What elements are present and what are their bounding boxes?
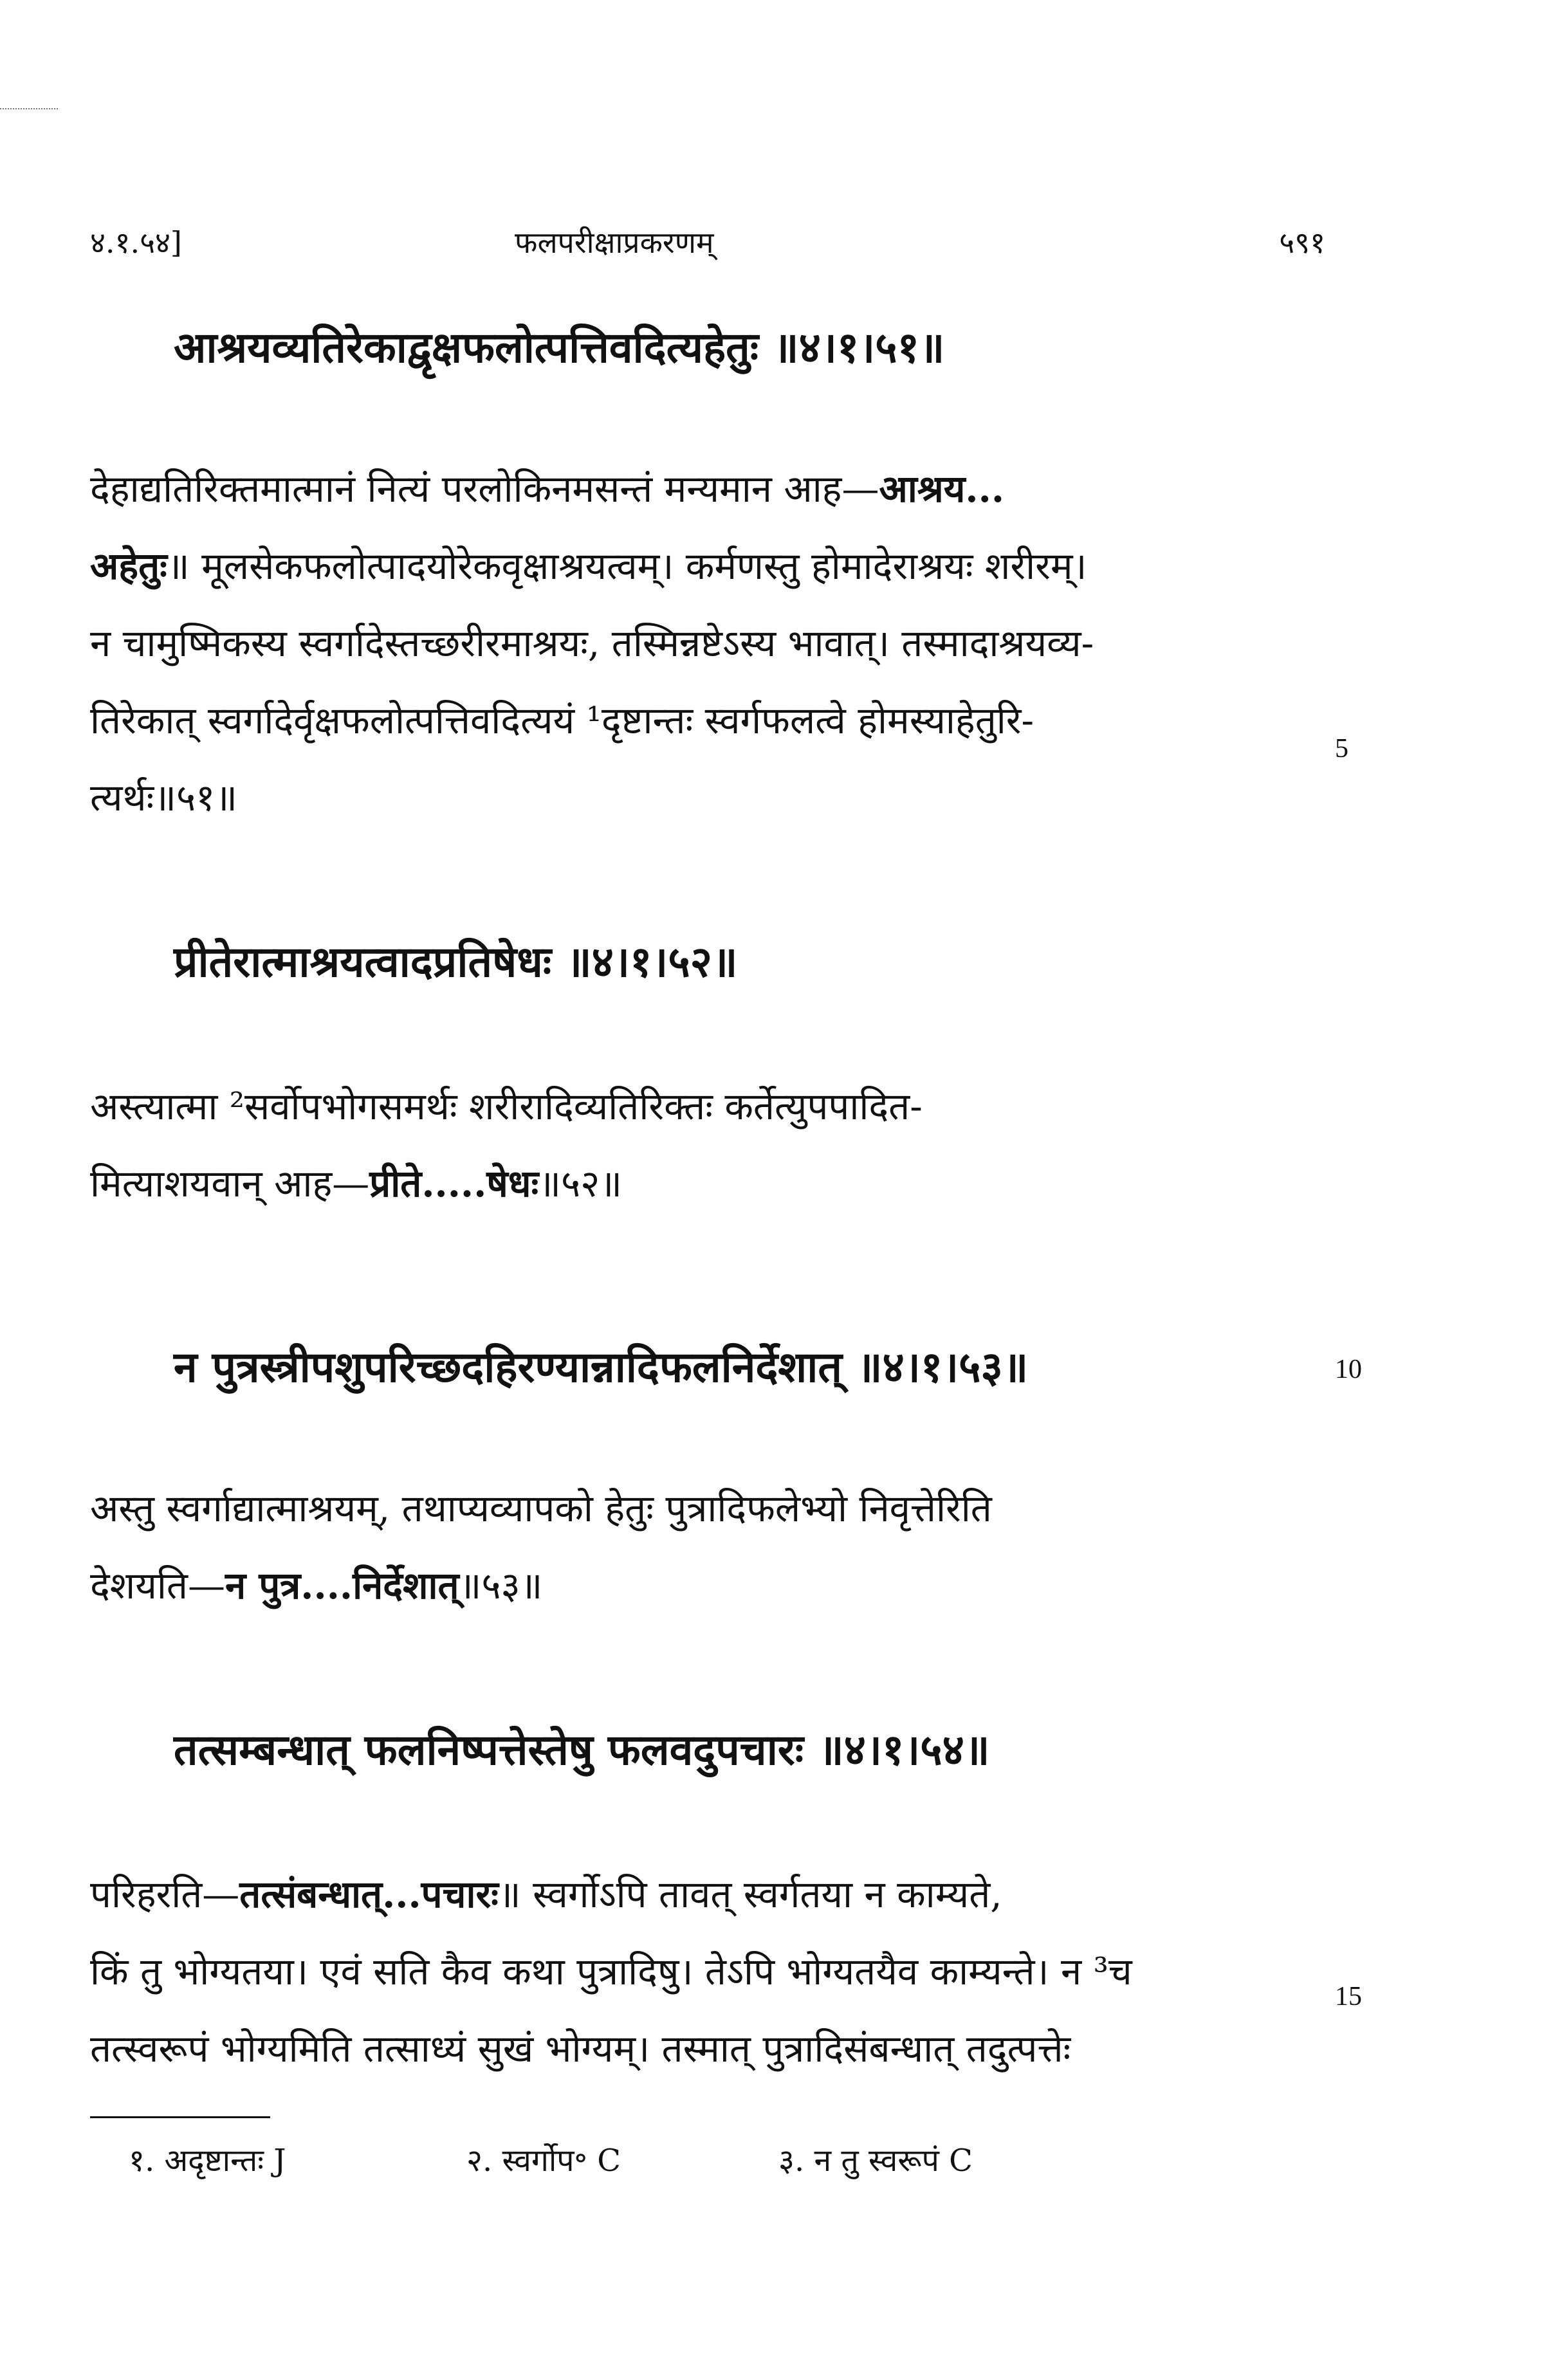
commentary-line: देहाद्यतिरिक्तमात्मानं नित्यं परलोकिनमसन्तं मन्यमान आह—आश्रय... [90,467,1005,511]
sutra-54: तत्सम्बन्धात् फलनिष्पत्तेस्तेषु फलवदुपचारः ॥४।१।५४॥ [174,1725,990,1775]
commentary-line: न चामुष्मिकस्य स्वर्गादेस्तच्छरीरमाश्रयः, तस्मिन्नष्टेऽस्य भावात्। तस्मादाश्रयव्य- [90,621,1094,665]
commentary-line: किं तु भोग्यतया। एवं सति कैव कथा पुत्रादिषु। तेऽपि भोग्यतयैव काम्यन्ते। न ³च [90,1950,1132,1993]
line-number: 10 [1335,1355,1362,1384]
commentary-line: त्यर्थः॥५१॥ [90,776,238,819]
commentary-line: अस्त्यात्मा ²सर्वोपभोगसमर्थः शरीरादिव्यतिरिक्तः कर्तेत्युपपादित- [90,1085,923,1128]
commentary-line: देशयति—न पुत्र....निर्देशात्॥५३॥ [90,1564,543,1607]
line-number: 15 [1335,1982,1362,2011]
line-number: 5 [1335,734,1348,764]
commentary-line: परिहरति—तत्संबन्धात्...पचारः॥ स्वर्गोऽपि तावत् स्वर्गतया न काम्यते, [90,1872,1002,1916]
commentary-line: अहेतुः॥ मूलसेकफलोत्पादयोरेकवृक्षाश्रयत्वम्। कर्मणस्तु होमादेराश्रयः शरीरम्। [90,544,1087,588]
commentary-53 [90,1470,1287,1624]
footnote-1: १. अदृष्टान्तः J [129,2143,286,2179]
section-reference: ४.१.५४] [90,225,182,260]
commentary-line: तिरेकात् स्वर्गादेर्वृक्षफलोत्पत्तिवदित्ययं ¹दृष्टान्तः स्वर्गफलत्वे होमस्याहेतुरि- [90,699,1034,742]
scan-edge-mark [0,108,58,109]
commentary-51 [90,450,1287,836]
commentary-line: मित्याशयवान् आह—प्रीते.....षेधः॥५२॥ [90,1162,623,1205]
footnote-divider [90,2116,270,2118]
commentary-line: तत्स्वरूपं भोग्यमिति तत्साध्यं सुखं भोग्यम्। तस्मात् पुत्रादिसंबन्धात् तदुत्पत्तेः [90,2027,1071,2071]
commentary-line: अस्तु स्वर्गाद्यात्माश्रयम्, तथाप्यव्यापको हेतुः पुत्रादिफलेभ्यो निवृत्तेरिति [90,1487,992,1530]
footnote-2: २. स्वर्गोप॰ C [466,2143,621,2179]
sutra-51: आश्रयव्यतिरेकाद्वृक्षफलोत्पत्तिवदित्यहेतुः ॥४।१।५१॥ [174,322,945,372]
commentary-54 [90,1856,1287,2087]
sutra-53: न पुत्रस्त्रीपशुपरिच्छदहिरण्यान्नादिफलनिर्देशात् ॥४।१।५३॥ [174,1342,1029,1392]
sutra-52: प्रीतेरात्माश्रयत्वादप्रतिषेधः ॥४।१।५२॥ [174,937,738,987]
commentary-52 [90,1068,1287,1222]
page-number: ५९१ [1279,225,1325,260]
chapter-title: फलपरीक्षाप्रकरणम् [515,225,714,260]
footnote-3: ३. न तु स्वरूपं C [778,2143,973,2179]
running-head [90,222,1325,267]
